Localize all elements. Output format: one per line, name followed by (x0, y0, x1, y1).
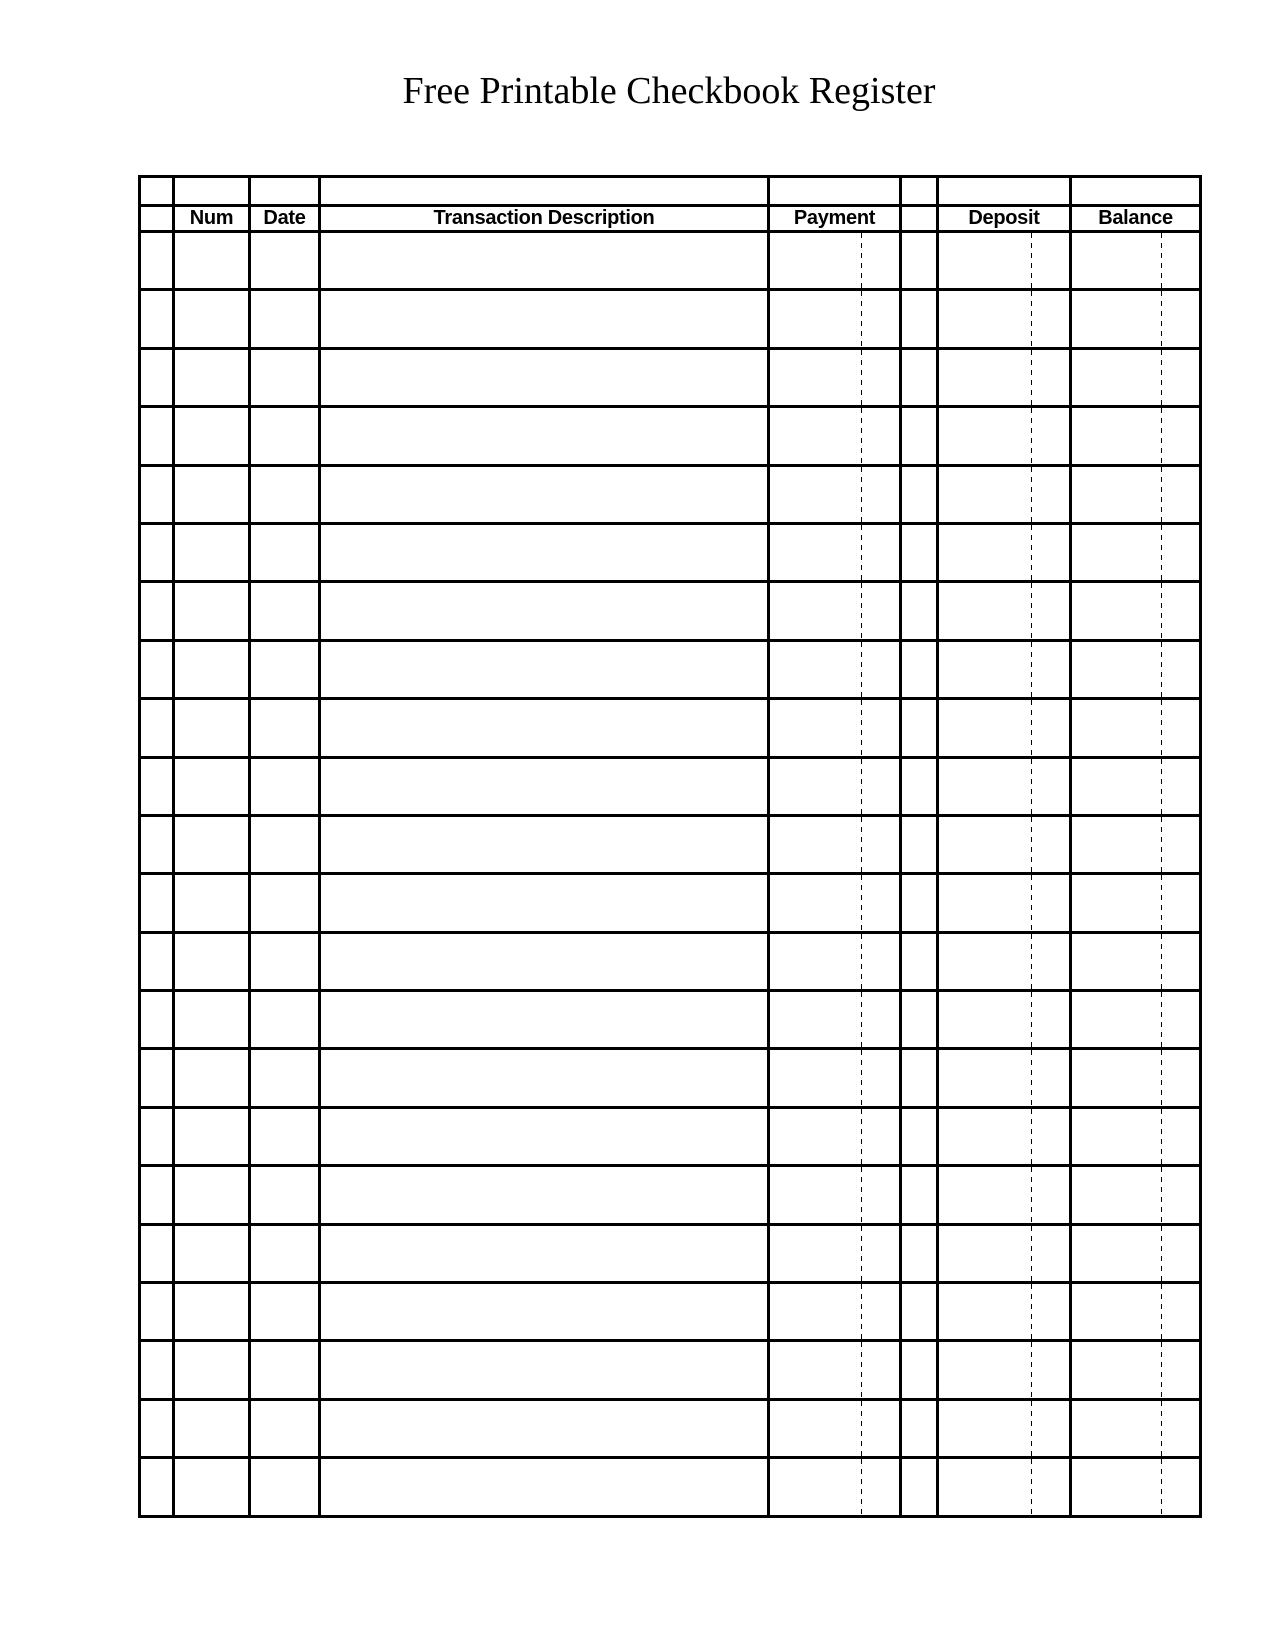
register-row (140, 232, 1201, 290)
payment-cell (769, 932, 901, 990)
balance-cell (1071, 348, 1201, 406)
cents-divider-line (1031, 1167, 1032, 1222)
cents-divider-line (861, 1109, 862, 1164)
cents-divider-line (1161, 875, 1162, 930)
cents-divider-line (1161, 817, 1162, 872)
column-header-num: Num (174, 206, 250, 232)
cents-divider-line (1161, 1401, 1162, 1456)
payment-cell (769, 232, 901, 290)
desc-cell (320, 932, 769, 990)
register-row (140, 465, 1201, 523)
cents-divider-line (1161, 1109, 1162, 1164)
deposit-cell (938, 1399, 1071, 1457)
desc-cell (320, 1458, 769, 1516)
num-cell (174, 991, 250, 1049)
deposit-cell (938, 232, 1071, 290)
num-cell (174, 465, 250, 523)
cents-divider-line (1031, 1284, 1032, 1339)
desc-cell (320, 699, 769, 757)
register-row (140, 1399, 1201, 1457)
cents-divider-line (1031, 291, 1032, 346)
cents-divider-line (1031, 817, 1032, 872)
balance-cell (1071, 232, 1201, 290)
deposit-cell (938, 932, 1071, 990)
cents-divider-line (861, 1342, 862, 1397)
page-title: Free Printable Checkbook Register (402, 70, 936, 112)
spacer-cell-date (250, 177, 320, 206)
num-cell (174, 1283, 250, 1341)
deposit-cell (938, 874, 1071, 932)
cents-divider-line (1031, 875, 1032, 930)
cents-divider-line (861, 1459, 862, 1514)
cents-divider-line (1161, 934, 1162, 989)
column-header-payment: Payment (769, 206, 901, 232)
num-cell (174, 1458, 250, 1516)
cents-divider-line (861, 759, 862, 814)
spacer-cell-check (140, 177, 174, 206)
date-cell (250, 932, 320, 990)
check-cell (140, 1166, 174, 1224)
num-cell (174, 1049, 250, 1107)
cents-divider-line (1161, 467, 1162, 522)
deposit-cell (938, 1283, 1071, 1341)
date-cell (250, 1107, 320, 1165)
date-cell (250, 757, 320, 815)
column-header-balance: Balance (1071, 206, 1201, 232)
cents-divider-line (861, 992, 862, 1047)
gap-cell (901, 640, 938, 698)
cents-divider-line (1161, 700, 1162, 755)
cents-divider-line (1161, 1050, 1162, 1105)
check-cell (140, 1341, 174, 1399)
gap-cell (901, 991, 938, 1049)
payment-cell (769, 815, 901, 873)
balance-cell (1071, 465, 1201, 523)
deposit-cell (938, 1049, 1071, 1107)
check-cell (140, 232, 174, 290)
register-row (140, 1341, 1201, 1399)
payment-cell (769, 1049, 901, 1107)
payment-cell (769, 1107, 901, 1165)
date-cell (250, 1166, 320, 1224)
date-cell (250, 523, 320, 581)
desc-cell (320, 1399, 769, 1457)
cents-divider-line (861, 233, 862, 288)
num-cell (174, 874, 250, 932)
cents-divider-line (1031, 525, 1032, 580)
register-row (140, 1224, 1201, 1282)
date-cell (250, 874, 320, 932)
deposit-cell (938, 407, 1071, 465)
gap-cell (901, 1341, 938, 1399)
cents-divider-line (1031, 1459, 1032, 1514)
balance-cell (1071, 1458, 1201, 1516)
gap-cell (901, 1283, 938, 1341)
check-cell (140, 523, 174, 581)
column-header-deposit: Deposit (938, 206, 1071, 232)
num-cell (174, 523, 250, 581)
date-cell (250, 640, 320, 698)
check-cell (140, 1224, 174, 1282)
register-row (140, 932, 1201, 990)
payment-cell (769, 407, 901, 465)
date-cell (250, 407, 320, 465)
num-cell (174, 290, 250, 348)
payment-cell (769, 290, 901, 348)
check-cell (140, 1458, 174, 1516)
date-cell (250, 348, 320, 406)
num-cell (174, 1224, 250, 1282)
spacer-cell-payment (769, 177, 901, 206)
num-cell (174, 1166, 250, 1224)
date-cell (250, 1399, 320, 1457)
register-row (140, 874, 1201, 932)
desc-cell (320, 290, 769, 348)
deposit-cell (938, 757, 1071, 815)
register-row (140, 1283, 1201, 1341)
cents-divider-line (1161, 583, 1162, 638)
cents-divider-line (1031, 934, 1032, 989)
date-cell (250, 1283, 320, 1341)
deposit-cell (938, 640, 1071, 698)
gap-cell (901, 757, 938, 815)
num-cell (174, 1341, 250, 1399)
check-cell (140, 699, 174, 757)
cents-divider-line (861, 408, 862, 463)
check-cell (140, 1107, 174, 1165)
date-cell (250, 815, 320, 873)
desc-cell (320, 1107, 769, 1165)
payment-cell (769, 523, 901, 581)
num-cell (174, 348, 250, 406)
cents-divider-line (861, 350, 862, 405)
balance-cell (1071, 640, 1201, 698)
balance-cell (1071, 1107, 1201, 1165)
cents-divider-line (1161, 233, 1162, 288)
date-cell (250, 1458, 320, 1516)
balance-cell (1071, 1399, 1201, 1457)
date-cell (250, 582, 320, 640)
desc-cell (320, 757, 769, 815)
num-cell (174, 582, 250, 640)
register-row (140, 815, 1201, 873)
cents-divider-line (1031, 700, 1032, 755)
gap-cell (901, 1049, 938, 1107)
spacer-cell-gap (901, 177, 938, 206)
desc-cell (320, 874, 769, 932)
register-row (140, 1166, 1201, 1224)
date-cell (250, 232, 320, 290)
payment-cell (769, 1224, 901, 1282)
cents-divider-line (1161, 525, 1162, 580)
cents-divider-line (1031, 467, 1032, 522)
check-cell (140, 1283, 174, 1341)
desc-cell (320, 1341, 769, 1399)
num-cell (174, 699, 250, 757)
balance-cell (1071, 407, 1201, 465)
balance-cell (1071, 757, 1201, 815)
deposit-cell (938, 1107, 1071, 1165)
desc-cell (320, 640, 769, 698)
check-cell (140, 991, 174, 1049)
gap-cell (901, 815, 938, 873)
cents-divider-line (1161, 291, 1162, 346)
payment-cell (769, 1283, 901, 1341)
cents-divider-line (861, 291, 862, 346)
register-row (140, 1049, 1201, 1107)
balance-cell (1071, 1049, 1201, 1107)
cents-divider-line (861, 467, 862, 522)
balance-cell (1071, 815, 1201, 873)
column-header-date: Date (250, 206, 320, 232)
spacer-cell-num (174, 177, 250, 206)
spacer-cell-deposit (938, 177, 1071, 206)
gap-cell (901, 348, 938, 406)
date-cell (250, 991, 320, 1049)
check-cell (140, 932, 174, 990)
register-row (140, 523, 1201, 581)
desc-cell (320, 991, 769, 1049)
cents-divider-line (1031, 408, 1032, 463)
num-cell (174, 757, 250, 815)
check-cell (140, 348, 174, 406)
payment-cell (769, 1166, 901, 1224)
cents-divider-line (1031, 1109, 1032, 1164)
register-row (140, 757, 1201, 815)
column-header-gap (901, 206, 938, 232)
check-cell (140, 1049, 174, 1107)
register-row (140, 699, 1201, 757)
register-body (140, 232, 1201, 1517)
column-header-check (140, 206, 174, 232)
date-cell (250, 465, 320, 523)
deposit-cell (938, 815, 1071, 873)
cents-divider-line (1161, 1167, 1162, 1222)
num-cell (174, 407, 250, 465)
date-cell (250, 290, 320, 348)
checkbook-register-table (138, 175, 1202, 1518)
desc-cell (320, 1224, 769, 1282)
desc-cell (320, 582, 769, 640)
balance-cell (1071, 1224, 1201, 1282)
cents-divider-line (1161, 1342, 1162, 1397)
deposit-cell (938, 348, 1071, 406)
deposit-cell (938, 1341, 1071, 1399)
balance-cell (1071, 1166, 1201, 1224)
gap-cell (901, 1224, 938, 1282)
date-cell (250, 699, 320, 757)
deposit-cell (938, 523, 1071, 581)
num-cell (174, 1399, 250, 1457)
cents-divider-line (1031, 350, 1032, 405)
cents-divider-line (1031, 992, 1032, 1047)
gap-cell (901, 1107, 938, 1165)
cents-divider-line (1161, 1226, 1162, 1281)
register-row (140, 290, 1201, 348)
register-row (140, 348, 1201, 406)
cents-divider-line (861, 1226, 862, 1281)
cents-divider-line (1031, 1050, 1032, 1105)
num-cell (174, 232, 250, 290)
check-cell (140, 465, 174, 523)
deposit-cell (938, 465, 1071, 523)
payment-cell (769, 699, 901, 757)
balance-cell (1071, 1341, 1201, 1399)
gap-cell (901, 874, 938, 932)
gap-cell (901, 1166, 938, 1224)
balance-cell (1071, 290, 1201, 348)
cents-divider-line (861, 1050, 862, 1105)
cents-divider-line (861, 1167, 862, 1222)
desc-cell (320, 407, 769, 465)
deposit-cell (938, 699, 1071, 757)
cents-divider-line (861, 875, 862, 930)
balance-cell (1071, 582, 1201, 640)
payment-cell (769, 1341, 901, 1399)
register-row (140, 407, 1201, 465)
gap-cell (901, 523, 938, 581)
cents-divider-line (1031, 583, 1032, 638)
check-cell (140, 290, 174, 348)
check-cell (140, 757, 174, 815)
date-cell (250, 1224, 320, 1282)
cents-divider-line (1031, 642, 1032, 697)
cents-divider-line (1031, 1226, 1032, 1281)
desc-cell (320, 232, 769, 290)
date-cell (250, 1049, 320, 1107)
register-row (140, 1107, 1201, 1165)
cents-divider-line (1031, 1401, 1032, 1456)
cents-divider-line (861, 583, 862, 638)
desc-cell (320, 465, 769, 523)
cents-divider-line (1031, 759, 1032, 814)
payment-cell (769, 348, 901, 406)
cents-divider-line (1161, 992, 1162, 1047)
payment-cell (769, 582, 901, 640)
register-row (140, 1458, 1201, 1516)
desc-cell (320, 1283, 769, 1341)
gap-cell (901, 1458, 938, 1516)
cents-divider-line (861, 525, 862, 580)
cents-divider-line (861, 1284, 862, 1339)
balance-cell (1071, 874, 1201, 932)
cents-divider-line (1161, 759, 1162, 814)
deposit-cell (938, 1224, 1071, 1282)
balance-cell (1071, 991, 1201, 1049)
num-cell (174, 815, 250, 873)
cents-divider-line (1161, 350, 1162, 405)
gap-cell (901, 232, 938, 290)
check-cell (140, 815, 174, 873)
spacer-cell-balance (1071, 177, 1201, 206)
cents-divider-line (1161, 1284, 1162, 1339)
payment-cell (769, 757, 901, 815)
register-row (140, 640, 1201, 698)
deposit-cell (938, 290, 1071, 348)
cents-divider-line (861, 934, 862, 989)
deposit-cell (938, 582, 1071, 640)
check-cell (140, 407, 174, 465)
desc-cell (320, 348, 769, 406)
gap-cell (901, 407, 938, 465)
cents-divider-line (1161, 1459, 1162, 1514)
check-cell (140, 1399, 174, 1457)
gap-cell (901, 699, 938, 757)
spacer-cell-desc (320, 177, 769, 206)
gap-cell (901, 932, 938, 990)
date-cell (250, 1341, 320, 1399)
deposit-cell (938, 1458, 1071, 1516)
payment-cell (769, 991, 901, 1049)
num-cell (174, 932, 250, 990)
payment-cell (769, 640, 901, 698)
desc-cell (320, 523, 769, 581)
cents-divider-line (1031, 233, 1032, 288)
register-row (140, 582, 1201, 640)
num-cell (174, 640, 250, 698)
desc-cell (320, 1049, 769, 1107)
num-cell (174, 1107, 250, 1165)
header-spacer-row (140, 177, 1201, 206)
gap-cell (901, 465, 938, 523)
payment-cell (769, 1458, 901, 1516)
balance-cell (1071, 699, 1201, 757)
cents-divider-line (1161, 408, 1162, 463)
desc-cell (320, 815, 769, 873)
check-cell (140, 582, 174, 640)
desc-cell (320, 1166, 769, 1224)
payment-cell (769, 465, 901, 523)
deposit-cell (938, 991, 1071, 1049)
gap-cell (901, 582, 938, 640)
balance-cell (1071, 1283, 1201, 1341)
gap-cell (901, 290, 938, 348)
cents-divider-line (1161, 642, 1162, 697)
cents-divider-line (1031, 1342, 1032, 1397)
cents-divider-line (861, 700, 862, 755)
check-cell (140, 640, 174, 698)
balance-cell (1071, 932, 1201, 990)
cents-divider-line (861, 817, 862, 872)
gap-cell (901, 1399, 938, 1457)
deposit-cell (938, 1166, 1071, 1224)
cents-divider-line (861, 642, 862, 697)
cents-divider-line (861, 1401, 862, 1456)
check-cell (140, 874, 174, 932)
register-row (140, 991, 1201, 1049)
payment-cell (769, 874, 901, 932)
balance-cell (1071, 523, 1201, 581)
header-row (140, 206, 1201, 232)
column-header-transaction-description: Transaction Description (320, 206, 769, 232)
payment-cell (769, 1399, 901, 1457)
